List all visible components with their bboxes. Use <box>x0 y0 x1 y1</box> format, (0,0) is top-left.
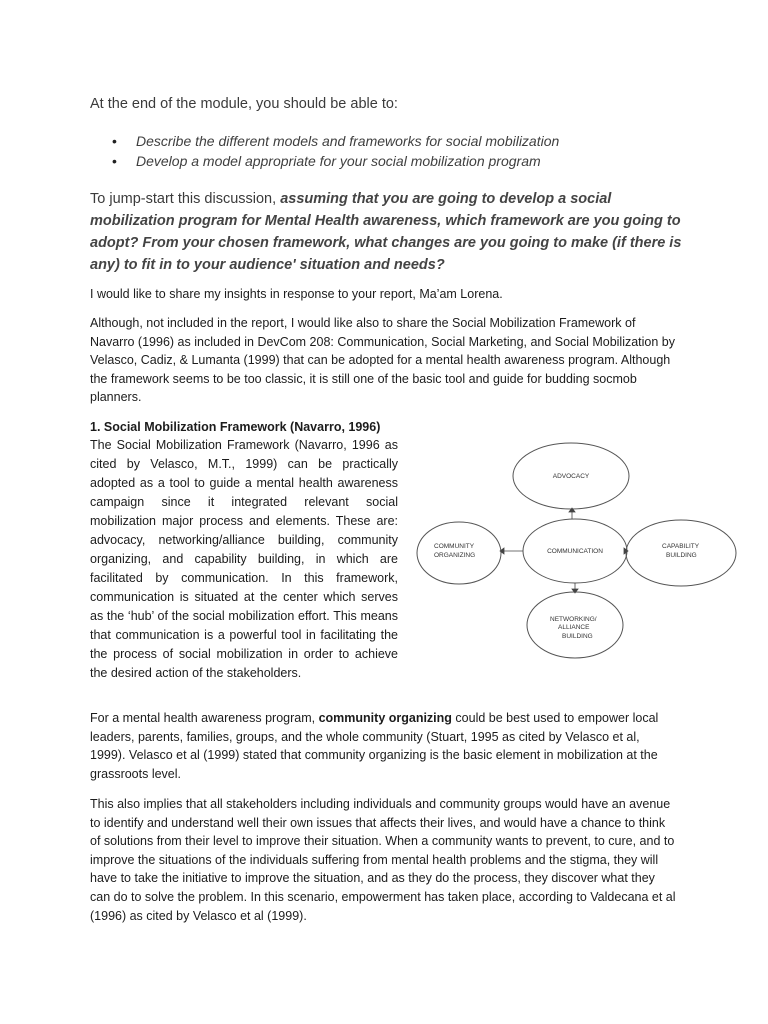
community-label-1: COMMUNITY <box>434 543 475 550</box>
framework-heading: 1. Social Mobilization Framework (Navarro, 1996) <box>90 420 381 434</box>
objective-item: • Describe the different models and frameworks for social mobilization <box>110 131 670 151</box>
p4-before: For a mental health awareness program, <box>90 711 319 725</box>
response-intro: I would like to share my insights in response to your report, Ma’am Lorena. <box>90 287 503 301</box>
framework-context-paragraph: Although, not included in the report, I would like also to share the Social Mobilization Framework of Navarro (1996) as included in DevCom 208: Communication, Social Marketing, and Social Mobilization by Velasco, Cadiz, & Lumanta (1999) that can be adopted for a mental health awareness program. Although the framework seems to be too classic, it is still one of the basic tool and guide for budding socmob planners. <box>90 316 676 405</box>
objectives-list <box>110 131 670 171</box>
advocacy-label: ADVOCACY <box>552 473 590 480</box>
module-intro: At the end of the module, you should be able to: <box>90 96 398 112</box>
objective-item: • Develop a model appropriate for your social mobilization program <box>110 151 670 171</box>
networking-label-1: NETWORKING/ <box>550 616 597 623</box>
communication-label: COMMUNICATION <box>547 548 603 555</box>
empowerment-paragraph: This also implies that all stakeholders including individuals and community groups would have an avenue to identify and understand well their own issues that affects their lives, and would have a chance to think of solutions from their level to improve their situation. When a community wants to prevent, to cure, and to improve the situations of the individuals suffering from mental health problems and the stigma, they will have to take the initiative to improve the situation, and as they do the process, they discover what they can do to solve the problem. In this scenario, empowerment has taken place, according to Valdecana et al (1996) as cited by Velasco et al (1999). <box>90 797 676 923</box>
capability-label-1: CAPABILITY <box>662 543 700 550</box>
framework-description: The Social Mobilization Framework (Navarro, 1996 as cited by Velasco, M.T., 1999) can be practically adopted as a tool to guide a mental health awareness campaign since it integrated relevant social mobilization major process and elements. These are: advocacy, networking/alliance building, community organizing, and capability building, in which are facilitated by communication. In this framework, communication is situated at the center which serves as the ‘hub’ of the social mobilization effort. This means that communication is a powerful tool in facilitating the the process of social mobilization in order to achieve the desired action of the stakeholders. <box>90 438 398 680</box>
p4-bold: community organizing <box>318 711 452 725</box>
community-organizing-paragraph <box>90 709 678 783</box>
capability-label-2: BUILDING <box>666 552 697 559</box>
networking-label-3: BUILDING <box>562 633 593 640</box>
prompt-question: assuming that you are going to develop a social mobilization program for Mental Health awareness, which framework are you going to adopt? From your chosen framework, what changes are you going to make (if there is any) to fit in to your audience' situation and needs? <box>90 191 682 273</box>
prompt-lead: To jump-start this discussion, <box>90 191 281 207</box>
p4-after: could be best used to empower local leaders, parents, families, groups, and the whole community (Stuart, 1995 as cited by Velasco et al, 1999). Velasco et al (1999) stated that community organizing is the basic element in mobilization at the grassroots level. <box>90 711 659 781</box>
discussion-prompt <box>90 188 690 276</box>
networking-label-2: ALLIANCE <box>558 624 590 631</box>
social-mobilization-diagram <box>412 440 768 660</box>
community-label-2: ORGANIZING <box>434 552 476 559</box>
